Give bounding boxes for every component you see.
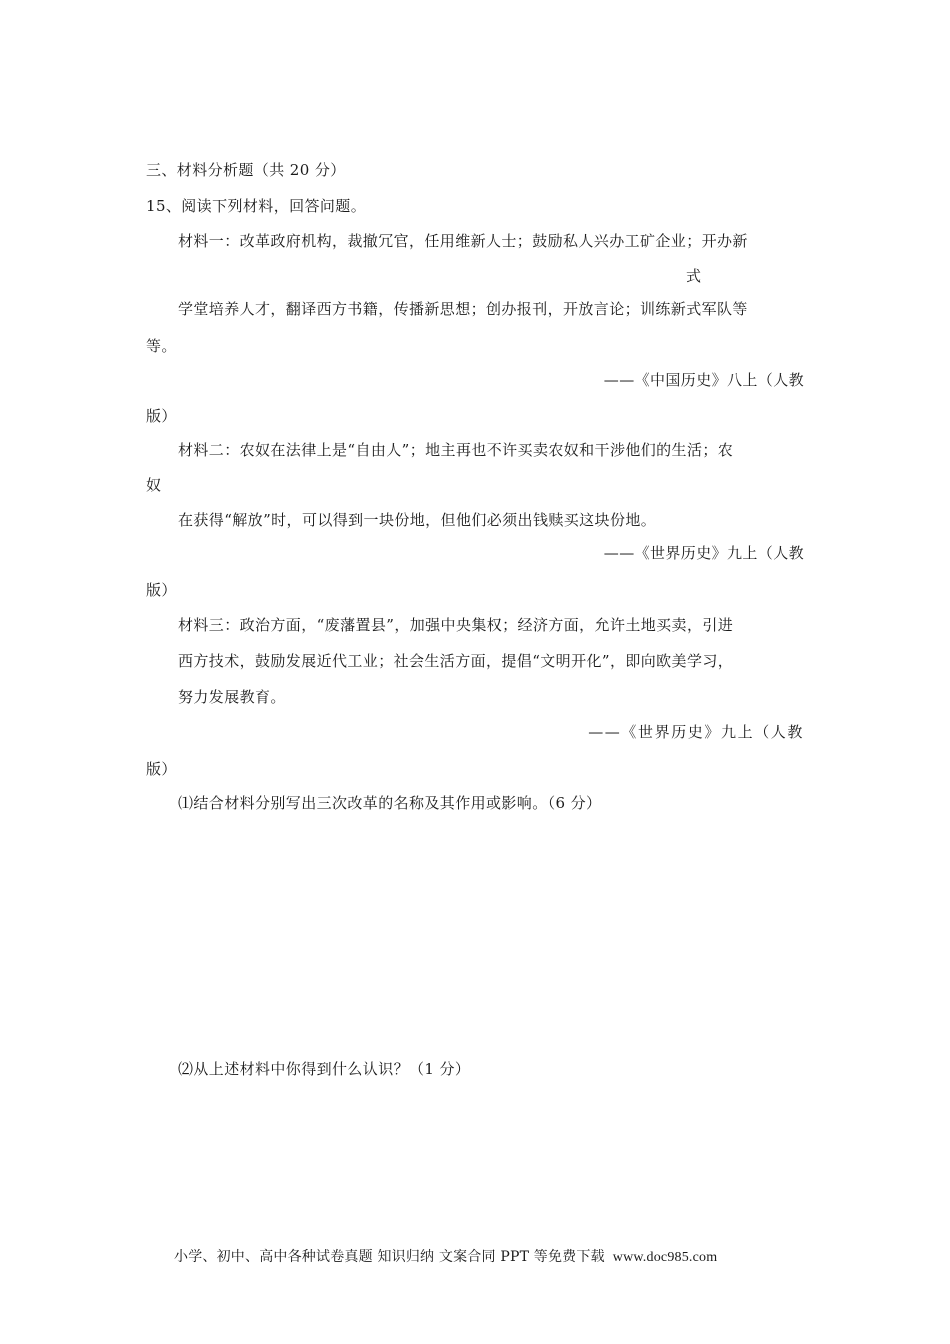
material3-line3: 努力发展教育。	[178, 688, 286, 706]
material1-line2: 学堂培养人才，翻译西方书籍，传播新思想；创办报刊，开放言论；训练新式军队等	[178, 300, 748, 318]
footer-text: 小学、初中、高中各种试卷真题 知识归纳 文案合同 PPT 等免费下载	[174, 1249, 605, 1265]
material1-line3: 等。	[146, 337, 177, 355]
material3-line2: 西方技术，鼓励发展近代工业；社会生活方面，提倡“文明开化”，即向欧美学习，	[178, 652, 734, 670]
material2-line1: 材料二：农奴在法律上是“自由人”；地主再也不许买卖农奴和干涉他们的生活；农	[178, 441, 734, 459]
page-footer	[174, 1246, 717, 1266]
material1-line1-wrap: 式	[686, 267, 702, 285]
material3-source-wrap: 版）	[146, 760, 177, 778]
material1-line1: 材料一：改革政府机构，裁撤冗官，任用维新人士；鼓励私人兴办工矿企业；开办新	[178, 232, 748, 250]
material1-source-wrap: 版）	[146, 407, 177, 425]
question-intro: 15、阅读下列材料，回答问题。	[146, 197, 367, 215]
material2-source-wrap: 版）	[146, 581, 177, 599]
material2-line2: 在获得“解放”时，可以得到一块份地，但他们必须出钱赎买这块份地。	[178, 511, 657, 529]
material3-line1: 材料三：政治方面，“废藩置县”，加强中央集权；经济方面，允许土地买卖，引进	[178, 616, 734, 634]
material1-source: ——《中国历史》八上（人教	[603, 371, 804, 389]
material2-line1-wrap: 奴	[146, 476, 162, 494]
footer-url[interactable]: www.doc985.com	[612, 1250, 718, 1265]
sub-question-2: ⑵从上述材料中你得到什么认识？（1 分）	[178, 1060, 471, 1078]
material3-source: ——《世界历史》九上（人教	[588, 723, 804, 741]
section-heading: 三、材料分析题（共 20 分）	[146, 161, 346, 179]
sub-question-1: ⑴结合材料分别写出三次改革的名称及其作用或影响。（6 分）	[178, 794, 602, 812]
material2-source: ——《世界历史》九上（人教	[603, 544, 804, 562]
